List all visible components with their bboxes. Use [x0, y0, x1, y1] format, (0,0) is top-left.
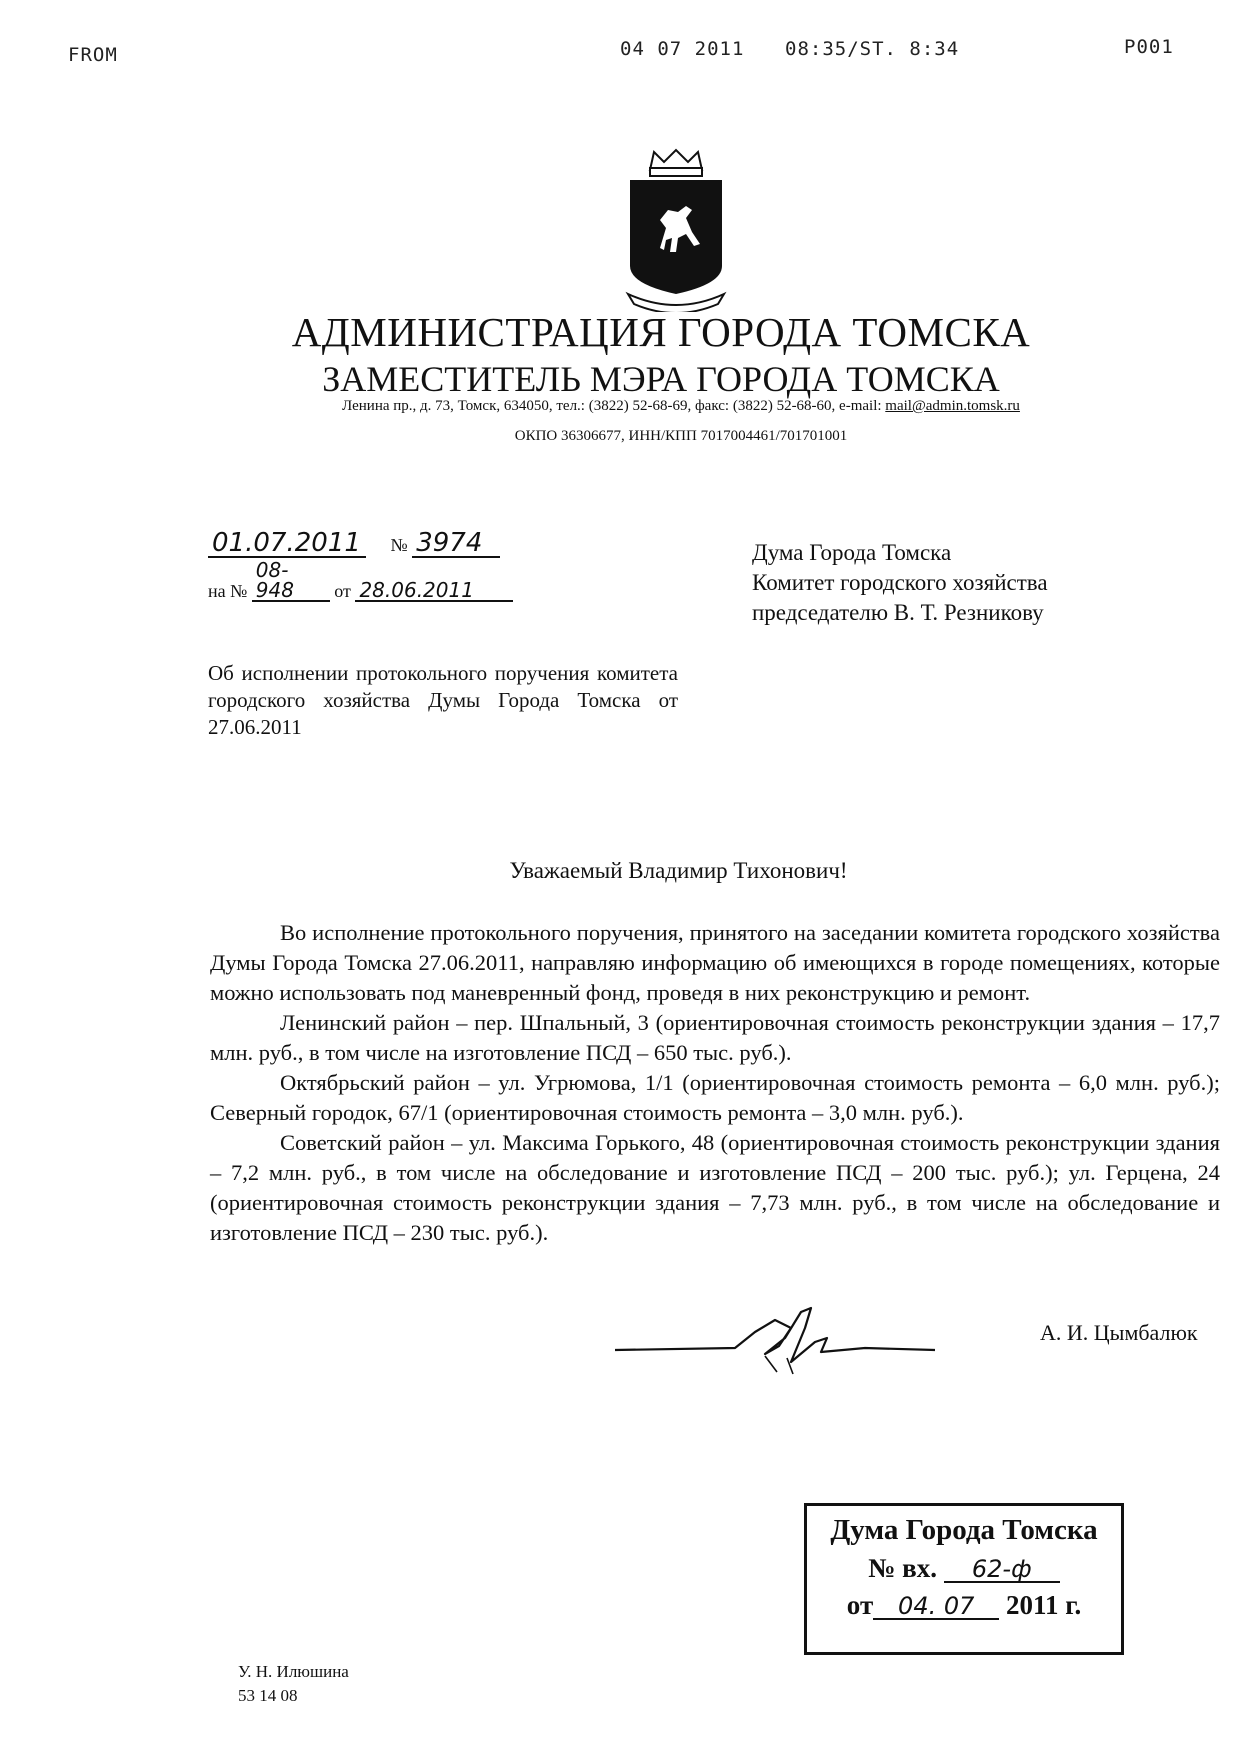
stamp-number: 62-ф [944, 1557, 1060, 1583]
address-text: Ленина пр., д. 73, Томск, 634050, тел.: (3822) 52-68-69, факс: (3822) 52-68-60, e-mail: [342, 398, 886, 414]
salutation: Уважаемый Владимир Тихонович! [509, 858, 848, 883]
stamp-year: 2011 [1005, 1590, 1059, 1620]
stamp-date-label: от [846, 1590, 874, 1620]
organization-codes: ОКПО 36306677, ИНН/КПП 7017004461/701701001 [514, 428, 848, 444]
stamp-date-row [807, 1590, 1121, 1621]
incoming-registration-stamp [804, 1503, 1124, 1655]
handwritten-signature-icon [615, 1298, 935, 1378]
outgoing-number-label: № [390, 535, 408, 555]
executor-phone: 53 14 08 [238, 1686, 298, 1705]
stamp-number-row [807, 1553, 1121, 1584]
reference-number-label: на № [208, 581, 248, 601]
organization-title: АДМИНИСТРАЦИЯ ГОРОДА ТОМСКА [291, 309, 1031, 355]
tomsk-coat-of-arms-icon [620, 148, 732, 312]
addressee-block [752, 538, 1048, 628]
body-paragraph: Ленинский район – пер. Шпальный, 3 (ориентировочная стоимость реконструкции здания – 17,7 млн. руб., в том числе на изготовление ПСД – 650 тыс. руб.). [210, 1010, 1220, 1065]
body-paragraph: Советский район – ул. Максима Горького, 48 (ориентировочная стоимость реконструкции здания – 7,2 млн. руб., в том числе на обследование и изготовление ПСД – 200 тыс. руб.); ул. Герцена, 24 (ориентировочная стоимость реконструкции здания – 7,73 млн. руб., в том числе на обследование и изготовление ПСД – 230 тыс. руб.). [210, 1130, 1220, 1245]
outgoing-date-row [208, 530, 500, 558]
addressee-person: председателю В. Т. Резникову [752, 600, 1044, 625]
fax-from-label: FROM [68, 44, 118, 66]
reference-from-label: от [334, 581, 351, 601]
body-paragraph: Октябрьский район – ул. Угрюмова, 1/1 (ориентировочная стоимость ремонта – 6,0 млн. руб.); Северный городок, 67/1 (ориентировочная стоимость ремонта – 3,0 млн. руб.). [210, 1070, 1220, 1125]
executor-block [238, 1660, 349, 1708]
organization-subtitle: ЗАМЕСТИТЕЛЬ МЭРА ГОРОДА ТОМСКА [322, 359, 1000, 399]
letterhead-address [60, 398, 1242, 415]
email-link[interactable]: mail@admin.tomsk.ru [885, 398, 1020, 414]
letter-subject: Об исполнении протокольного поручения комитета городского хозяйства Думы Города Томска от 27.06.2011 [208, 661, 678, 739]
addressee-organization: Дума Города Томска [752, 540, 952, 565]
outgoing-number: 3974 [412, 530, 500, 558]
stamp-number-label: № вх. [868, 1553, 937, 1583]
reference-date: 28.06.2011 [355, 580, 513, 602]
executor-name: У. Н. Илюшина [238, 1662, 349, 1681]
fax-date: 04 07 2011 [620, 38, 745, 60]
outgoing-date: 01.07.2011 [208, 530, 366, 558]
stamp-year-suffix: г. [1065, 1590, 1082, 1620]
fax-time: 08:35/ST. 8:34 [785, 38, 960, 60]
letter-body [210, 918, 1220, 1248]
addressee-committee: Комитет городского хозяйства [752, 570, 1048, 595]
outgoing-reference-row [208, 560, 513, 602]
stamp-date: 04. 07 [873, 1594, 999, 1620]
reference-number: 08-948 [252, 560, 330, 602]
body-paragraph: Во исполнение протокольного поручения, принятого на заседании комитета городского хозяйства Думы Города Томска 27.06.2011, направляю информацию об имеющихся в городе помещениях, которые можно использовать под маневренный фонд, проведя в них реконструкцию и ремонт. [210, 920, 1220, 1005]
stamp-title: Дума Города Томска [830, 1514, 1098, 1546]
fax-page: P001 [1124, 36, 1174, 58]
signer-name: А. И. Цымбалюк [1040, 1320, 1198, 1345]
